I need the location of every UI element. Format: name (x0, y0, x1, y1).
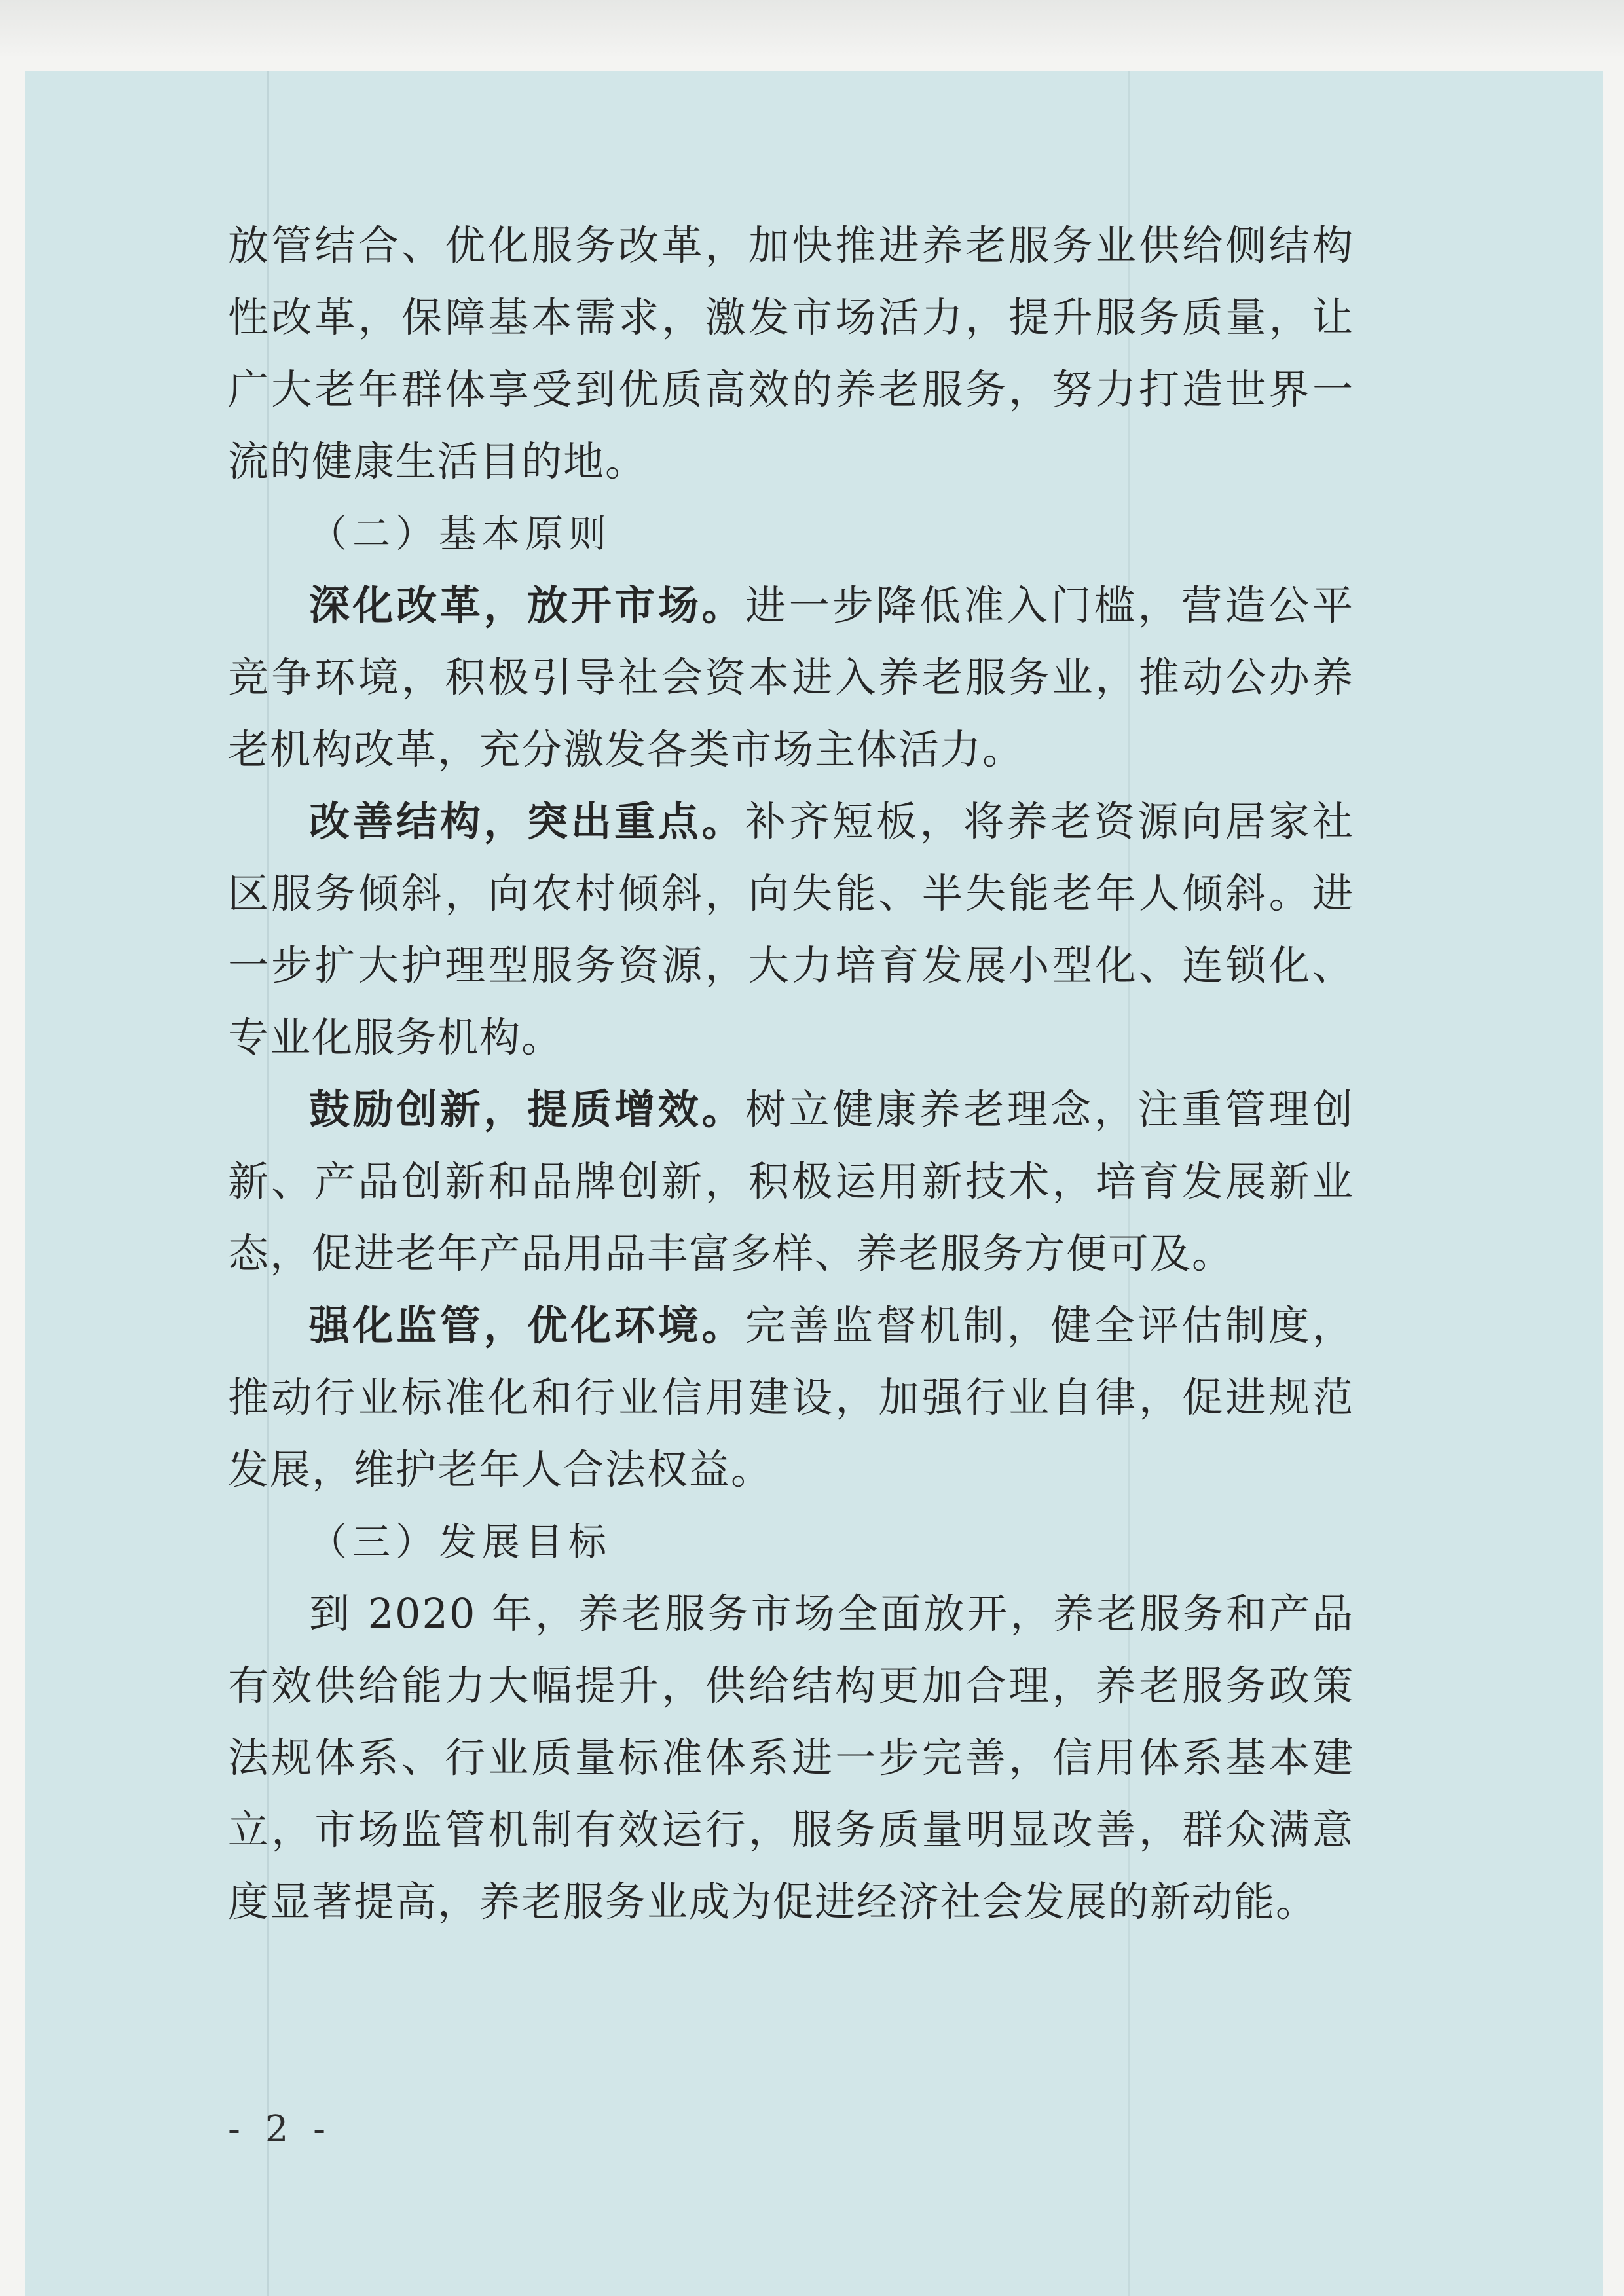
opening-paragraph: 放管结合、优化服务改革，加快推进养老服务业供给侧结构性改革，保障基本需求，激发市场活力，提升服务质量，让广大老年群体享受到优质高效的养老服务，努力打造世界一流的健康生活目的地。 (228, 221, 1354, 485)
principle-text: 树立健康养老理念，注重管理创新、产品创新和品牌创新，积极运用新技术，培育发展新业态，促进老年产品用品丰富多样、养老服务方便可及。 (228, 1085, 1354, 1277)
principle-paragraph (228, 786, 1354, 1074)
principle-lead: 强化监管，优化环境。 (309, 1302, 746, 1349)
principle-text: 补齐短板，将养老资源向居家社区服务倾斜，向农村倾斜，向失能、半失能老年人倾斜。进一步扩大护理型服务资源，大力培育发展小型化、连锁化、专业化服务机构。 (228, 797, 1354, 1061)
principle-paragraph (228, 1074, 1354, 1290)
page-number: - 2 - (228, 2108, 333, 2151)
principle-lead: 鼓励创新，提质增效。 (309, 1085, 746, 1133)
scan-margin (0, 0, 1624, 59)
section-heading-principles: （二）基本原则 (309, 511, 612, 556)
goals-paragraph: 到 2020 年，养老服务市场全面放开，养老服务和产品有效供给能力大幅提升，供给结构更加合理，养老服务政策法规体系、行业质量标准体系进一步完善，信用体系基本建立，市场监管机制有效运行，服务质量明显改善，群众满意度显著提高，养老服务业成为促进经济社会发展的新动能。 (228, 1590, 1354, 1925)
principle-text: 完善监督机制，健全评估制度，推动行业标准化和行业信用建设，加强行业自律，促进规范发展，维护老年人合法权益。 (228, 1302, 1354, 1493)
principle-lead: 改善结构，突出重点。 (309, 797, 746, 845)
principle-lead: 深化改革，放开市场。 (309, 581, 746, 629)
principle-text: 进一步降低准入门槛，营造公平竞争环境，积极引导社会资本进入养老服务业，推动公办养老机构改革，充分激发各类市场主体活力。 (228, 581, 1354, 773)
section-heading-goals: （三）发展目标 (309, 1520, 612, 1564)
principle-paragraph (228, 570, 1354, 786)
document-body (228, 210, 1354, 1938)
principle-paragraph (228, 1290, 1354, 1506)
